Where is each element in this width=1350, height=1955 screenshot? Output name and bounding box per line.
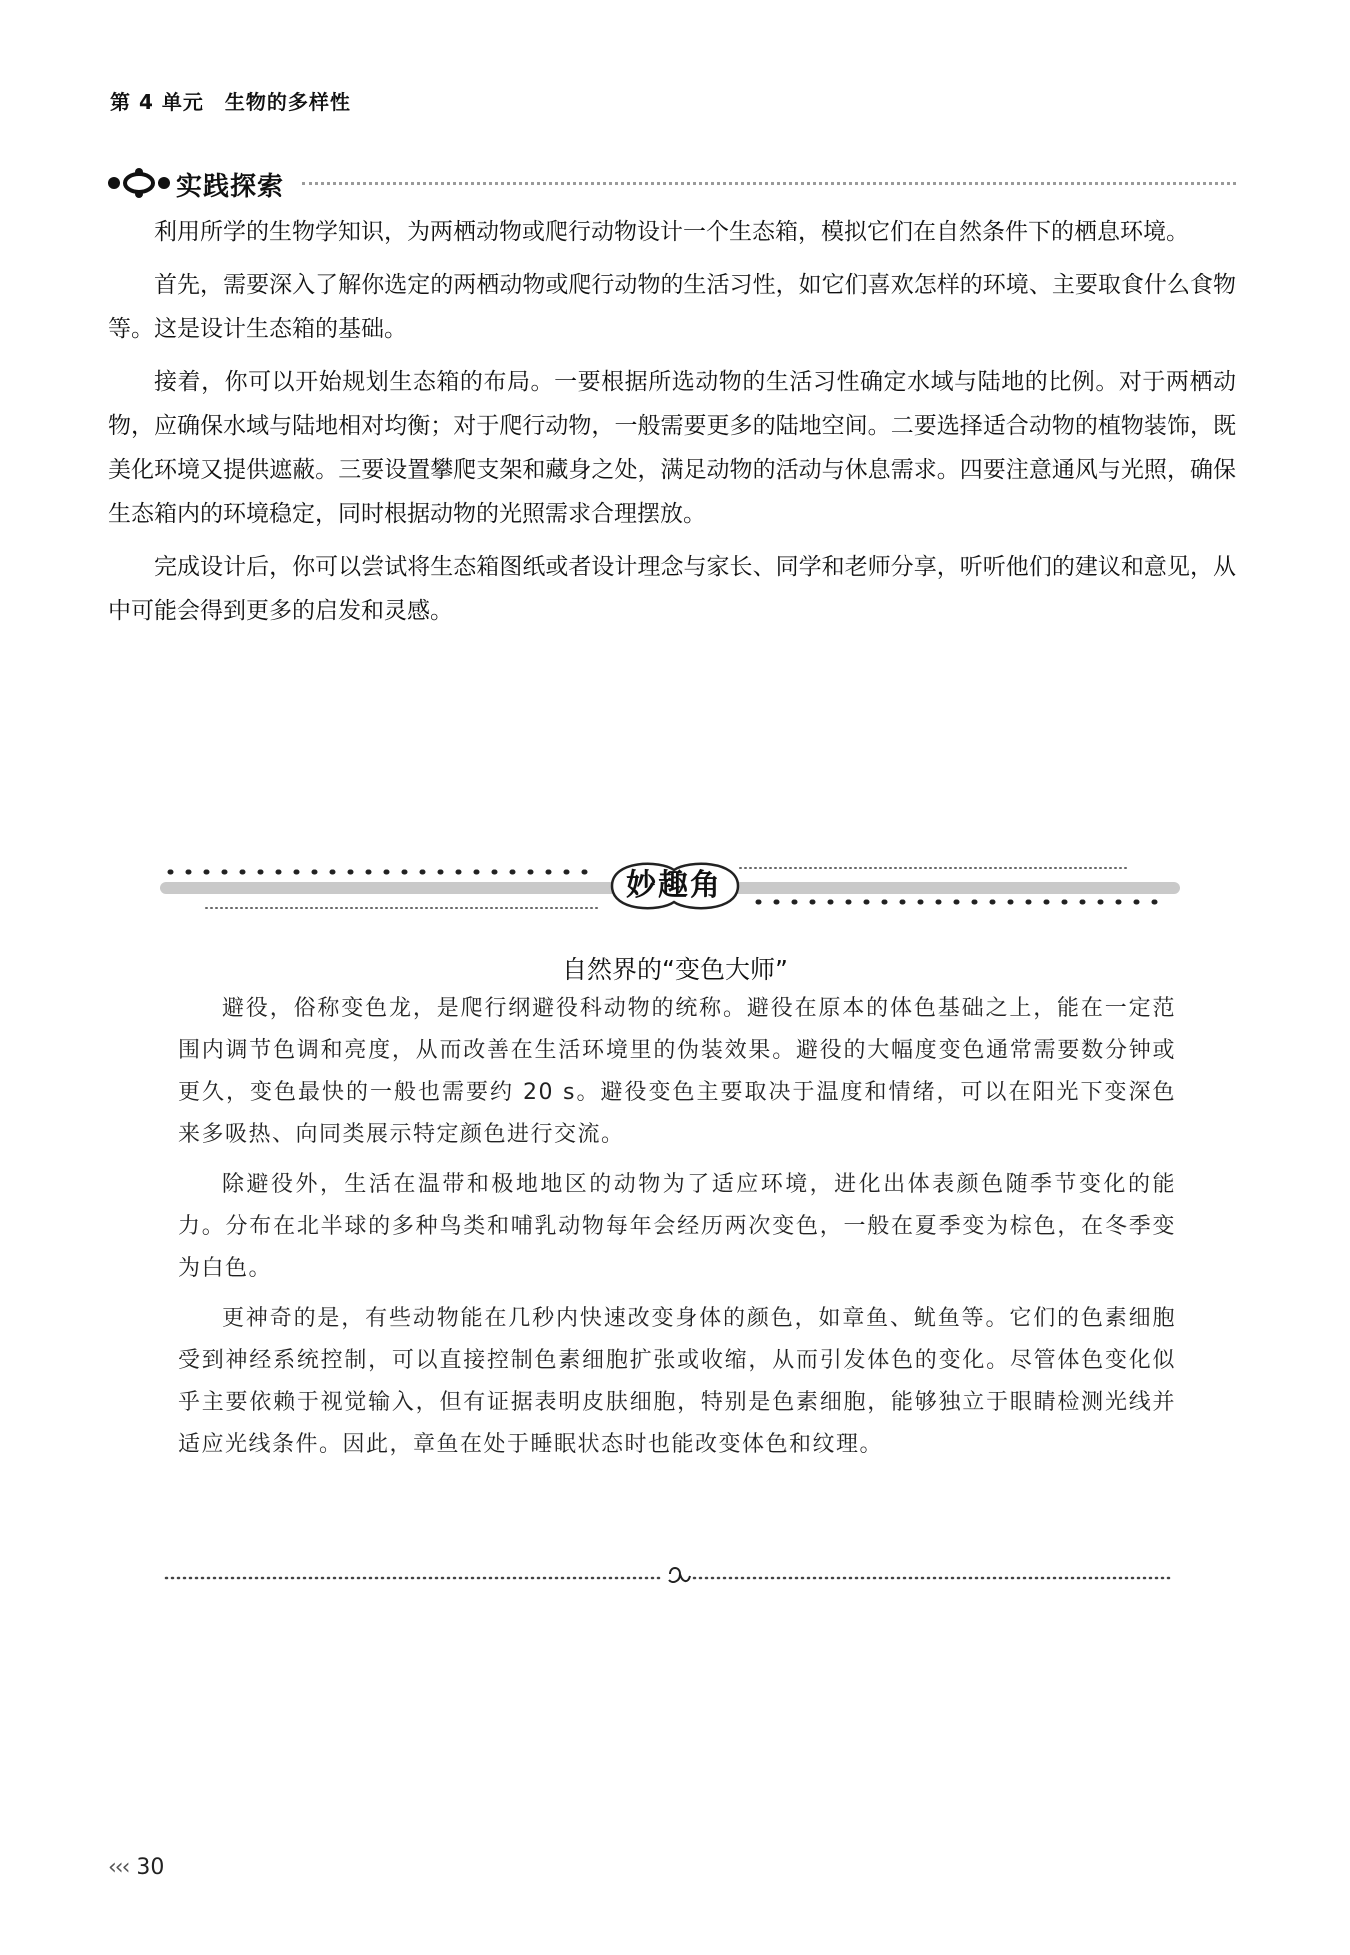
fun-corner-body <box>178 988 1176 1474</box>
fun-corner-end-rule <box>162 1560 1178 1590</box>
page-header-unit-title: 第 4 单元 生物的多样性 <box>110 90 351 114</box>
practice-section-title: 实践探索 <box>176 172 285 202</box>
practice-section-heading <box>106 164 1236 204</box>
fun-corner-paragraph: 更神奇的是，有些动物能在几秒内快速改变身体的颜色，如章鱼、鱿鱼等。它们的色素细胞受到神经系统控制，可以直接控制色素细胞扩张或收缩，从而引发体色的变化。尽管体色变化似乎主要依赖于视觉输入，但有证据表明皮肤细胞，特别是色素细胞，能够独立于眼睛检测光线并适应光线条件。因此，章鱼在处于睡眠状态时也能改变体色和纹理。 <box>178 1306 1176 1457</box>
fun-corner-paragraph: 避役，俗称变色龙，是爬行纲避役科动物的统称。避役在原本的体色基础之上，能在一定范围内调节色调和亮度，从而改善在生活环境里的伪装效果。避役的大幅度变色通常需要数分钟或更久，变色最快的一般也需要约 20 s。避役变色主要取决于温度和情绪，可以在阳光下变深色来多吸热、向同类展示特定颜色进行交流。 <box>178 996 1176 1147</box>
page-number <box>108 1855 164 1880</box>
section-dotted-rule <box>302 182 1236 185</box>
practice-paragraph: 接着，你可以开始规划生态箱的布局。一要根据所选动物的生活习性确定水域与陆地的比例。对于两栖动物，应确保水域与陆地相对均衡；对于爬行动物，一般需要更多的陆地空间。二要选择适合动物的植物装饰，既美化环境又提供遮蔽。三要设置攀爬支架和藏身之处，满足动物的活动与休息需求。四要注意通风与光照，确保生态箱内的环境稳定，同时根据动物的光照需求合理摆放。 <box>108 369 1236 527</box>
page-number-value: 30 <box>136 1855 165 1880</box>
fun-corner-label: 妙趣角 <box>626 868 722 903</box>
practice-paragraph: 首先，需要深入了解你选定的两栖动物或爬行动物的生活习性，如它们喜欢怎样的环境、主要取食什么食物等。这是设计生态箱的基础。 <box>108 272 1236 342</box>
fun-corner-banner <box>160 856 1180 922</box>
practice-paragraph: 完成设计后，你可以尝试将生态箱图纸或者设计理念与家长、同学和老师分享，听听他们的建议和意见，从中可能会得到更多的启发和灵感。 <box>108 554 1236 624</box>
section-chain-icon <box>106 168 172 198</box>
page-arrows-icon: ‹‹‹ <box>108 1855 129 1880</box>
fun-corner-title: 自然界的“变色大师” <box>562 955 788 984</box>
fun-corner-paragraph: 除避役外，生活在温带和极地地区的动物为了适应环境，进化出体表颜色随季节变化的能力。分布在北半球的多种鸟类和哺乳动物每年会经历两次变色，一般在夏季变为棕色，在冬季变为白色。 <box>178 1172 1176 1281</box>
practice-paragraph: 利用所学的生物学知识，为两栖动物或爬行动物设计一个生态箱，模拟它们在自然条件下的栖息环境。 <box>154 219 1189 245</box>
practice-body <box>108 210 1236 642</box>
